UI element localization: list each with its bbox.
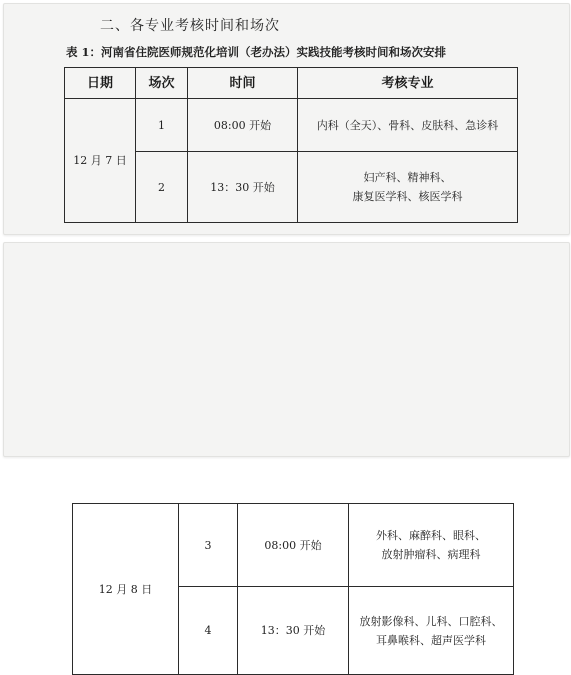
session-cell: 3 — [179, 504, 238, 587]
time-cell: 13：30 开始 — [238, 587, 349, 675]
header-session: 场次 — [136, 68, 188, 99]
table-row — [65, 99, 518, 152]
time-cell: 08:00 开始 — [238, 504, 349, 587]
specialty-line: 放射影像科、儿科、口腔科、 — [359, 614, 503, 628]
session-cell: 4 — [179, 587, 238, 675]
specialty-line: 耳鼻喉科、超声医学科 — [376, 633, 486, 647]
specialty-line: 康复医学科、核医学科 — [352, 190, 463, 203]
specialty-cell — [298, 99, 518, 152]
header-date: 日期 — [65, 68, 136, 99]
specialty-line: 内科（全天）、骨科、皮肤科、急诊科 — [316, 118, 499, 132]
specialty-line: 外科、麻醉科、眼科、 — [376, 529, 486, 542]
table-caption: 表 1：河南省住院医师规范化培训（老办法）实践技能考核时间和场次安排 — [66, 45, 447, 59]
header-time: 时间 — [188, 68, 298, 99]
time-cell: 08:00 开始 — [188, 99, 298, 152]
table-row — [73, 504, 514, 587]
schedule-table-day2 — [72, 503, 514, 675]
header-specialty: 考核专业 — [298, 68, 518, 99]
time-cell: 13：30 开始 — [188, 152, 298, 223]
specialty-line: 妇产科、精神科、 — [363, 171, 452, 184]
table-header-row — [65, 68, 518, 99]
specialty-cell — [298, 152, 518, 223]
session-cell: 2 — [136, 152, 188, 223]
date-cell: 12 月 8 日 — [73, 504, 179, 675]
specialty-cell — [349, 587, 514, 675]
specialty-cell — [349, 504, 514, 587]
session-cell: 1 — [136, 99, 188, 152]
document-page-bottom — [3, 242, 570, 647]
date-cell: 12 月 7 日 — [65, 99, 136, 223]
specialty-line: 放射肿瘤科、病理科 — [381, 548, 481, 561]
document-page-top — [3, 3, 570, 235]
section-heading: 二、各专业考核时间和场次 — [100, 18, 280, 34]
schedule-table-day1 — [64, 67, 518, 223]
